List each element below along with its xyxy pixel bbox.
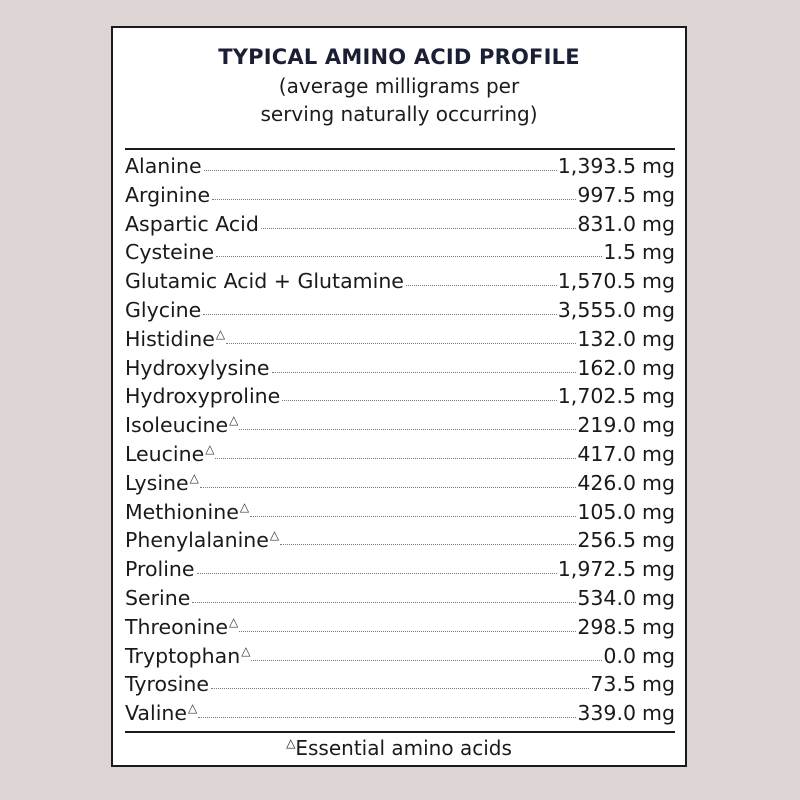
dot-leader [406, 285, 557, 286]
amino-acid-value: 1,570.5 [557, 269, 637, 294]
amino-acid-value: 162.0 [577, 355, 637, 380]
list-item-lysine [125, 469, 675, 498]
dot-leader [198, 717, 576, 718]
panel-title: TYPICAL AMINO ACID PROFILE [218, 45, 580, 69]
amino-acid-name: Glutamic Acid + Glutamine [125, 269, 404, 294]
amino-acid-value: 426.0 [577, 470, 637, 495]
amino-acid-value: 1,393.5 [557, 154, 637, 178]
amino-acid-value: 0.0 [603, 643, 637, 668]
unit-label: mg [642, 643, 675, 668]
list-item-hydroxylysine [125, 354, 675, 383]
unit-label: mg [642, 384, 675, 409]
amino-acid-name: Phenylalanine [125, 528, 269, 553]
dot-leader [216, 256, 602, 257]
dot-leader [204, 170, 557, 171]
list-item-threonine [125, 613, 675, 642]
amino-acid-value: 256.5 [577, 528, 637, 553]
dot-leader [282, 400, 557, 401]
unit-label: mg [642, 441, 675, 466]
amino-acid-value: 339.0 [577, 701, 637, 726]
unit-label: mg [642, 672, 675, 697]
dot-leader [200, 487, 576, 488]
list-item-valine [125, 699, 675, 728]
amino-acid-value: 1,702.5 [557, 384, 637, 409]
amino-acid-name: Glycine [125, 297, 202, 322]
list-item-serine [125, 584, 675, 613]
amino-acid-value: 1,972.5 [557, 557, 637, 582]
dot-leader [211, 688, 589, 689]
unit-label: mg [642, 269, 675, 294]
amino-acid-list [125, 152, 675, 728]
essential-marker-icon: △ [239, 499, 250, 514]
unit-label: mg [642, 154, 675, 178]
list-item-cysteine [125, 238, 675, 267]
amino-acid-value: 219.0 [577, 413, 637, 438]
amino-acid-name: Cysteine [125, 240, 215, 265]
essential-marker-icon: △ [189, 470, 199, 485]
panel-subtitle [113, 72, 685, 128]
amino-acid-value: 831.0 [577, 211, 637, 236]
essential-footnote [113, 735, 685, 764]
amino-acid-value: 298.5 [577, 614, 637, 639]
essential-marker-icon: △ [228, 614, 239, 629]
amino-acid-name: Proline [125, 557, 195, 582]
dot-leader [215, 458, 576, 459]
dot-leader [261, 228, 576, 229]
dot-leader [203, 314, 556, 315]
unit-label: mg [642, 557, 675, 582]
list-item-glycine [125, 296, 675, 325]
subtitle-line-2: serving naturally occurring) [260, 102, 538, 126]
footnote-text: Essential amino acids [295, 736, 512, 760]
unit-label: mg [642, 355, 675, 380]
amino-acid-name: Lysine [125, 470, 189, 495]
amino-acid-name: Leucine [125, 441, 205, 466]
amino-acid-value: 105.0 [577, 499, 637, 524]
subtitle-line-1: (average milligrams per [278, 74, 520, 98]
amino-acid-profile-panel [111, 26, 687, 767]
list-item-alanine [125, 152, 675, 181]
dot-leader [226, 343, 576, 344]
dot-leader [250, 516, 576, 517]
unit-label: mg [642, 585, 675, 610]
amino-acid-value: 417.0 [577, 441, 637, 466]
amino-acid-name: Valine [125, 701, 187, 726]
list-item-tyrosine [125, 670, 675, 699]
unit-label: mg [642, 240, 675, 265]
dot-leader [192, 602, 576, 603]
dot-leader [251, 660, 602, 661]
essential-marker-icon: △ [269, 528, 280, 543]
amino-acid-name: Threonine [125, 614, 228, 639]
essential-marker-icon: △ [205, 441, 215, 456]
unit-label: mg [642, 413, 675, 438]
list-item-aspartic-acid [125, 210, 675, 239]
unit-label: mg [642, 211, 675, 236]
amino-acid-name: Serine [125, 585, 191, 610]
dot-leader [197, 573, 557, 574]
list-item-phenylalanine [125, 526, 675, 555]
amino-acid-name: Hydroxylysine [125, 355, 270, 380]
amino-acid-value: 3,555.0 [557, 297, 637, 322]
essential-marker-icon: △ [229, 413, 239, 428]
list-item-methionine [125, 498, 675, 527]
essential-marker-icon: △ [286, 736, 296, 750]
essential-marker-icon: △ [188, 701, 198, 716]
dot-leader [239, 429, 576, 430]
bottom-divider [125, 731, 675, 733]
dot-leader [280, 544, 576, 545]
dot-leader [239, 631, 576, 632]
amino-acid-name: Histidine [125, 326, 215, 351]
dot-leader [212, 199, 576, 200]
list-item-hydroxyproline [125, 382, 675, 411]
essential-marker-icon: △ [215, 326, 226, 341]
list-item-leucine [125, 440, 675, 469]
unit-label: mg [642, 499, 675, 524]
dot-leader [272, 372, 577, 373]
amino-acid-name: Arginine [125, 182, 211, 207]
amino-acid-name: Isoleucine [125, 413, 229, 438]
amino-acid-name: Tryptophan [125, 643, 241, 668]
amino-acid-value: 1.5 [603, 240, 637, 265]
amino-acid-name: Alanine [125, 154, 202, 178]
amino-acid-name: Hydroxyproline [125, 384, 281, 409]
amino-acid-name: Aspartic Acid [125, 211, 259, 236]
list-item-arginine [125, 181, 675, 210]
unit-label: mg [642, 182, 675, 207]
amino-acid-value: 73.5 [590, 672, 637, 697]
unit-label: mg [642, 326, 675, 351]
list-item-glutamic-acid-glutamine [125, 267, 675, 296]
essential-marker-icon: △ [241, 643, 251, 658]
list-item-proline [125, 555, 675, 584]
amino-acid-value: 534.0 [577, 585, 637, 610]
list-item-tryptophan [125, 642, 675, 671]
unit-label: mg [642, 701, 675, 726]
list-item-histidine [125, 325, 675, 354]
unit-label: mg [642, 528, 675, 553]
amino-acid-name: Tyrosine [125, 672, 209, 697]
top-divider [125, 148, 675, 150]
unit-label: mg [642, 297, 675, 322]
amino-acid-value: 997.5 [577, 182, 637, 207]
amino-acid-name: Methionine [125, 499, 239, 524]
unit-label: mg [642, 470, 675, 495]
unit-label: mg [642, 614, 675, 639]
amino-acid-value: 132.0 [577, 326, 637, 351]
